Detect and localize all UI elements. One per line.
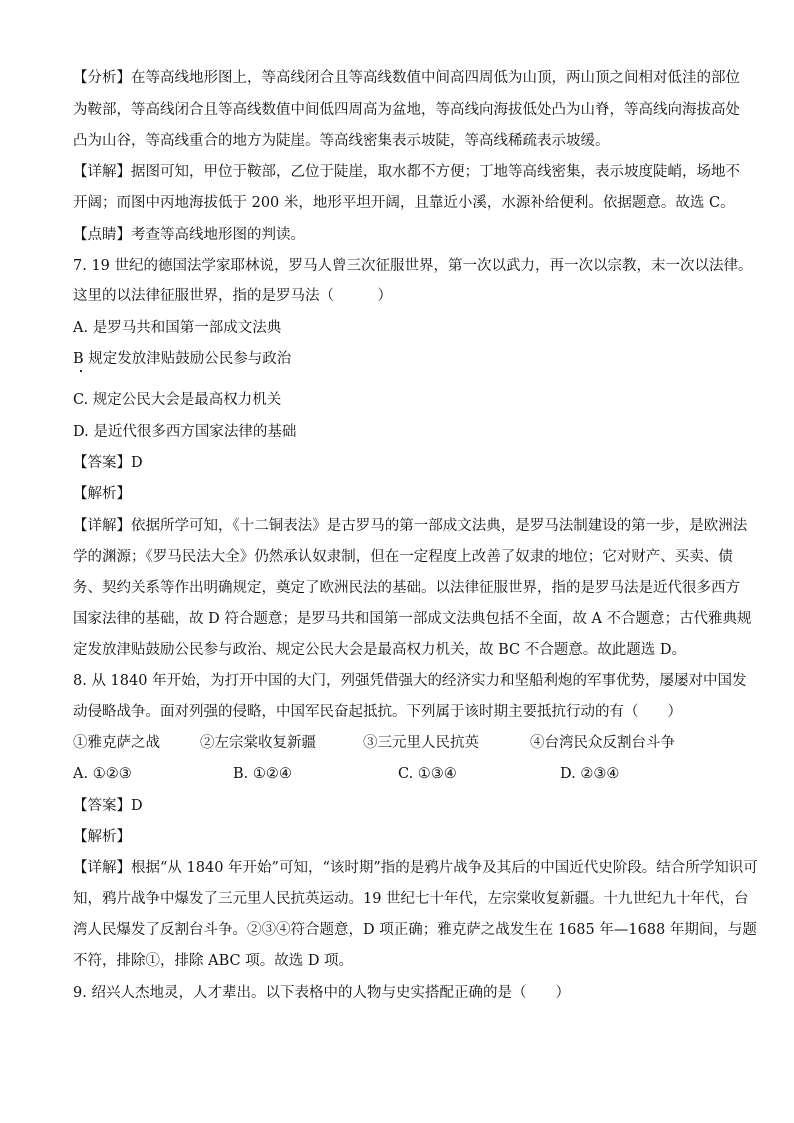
q7-option-a: A. 是罗马共和国第一部成文法典 — [73, 320, 282, 336]
q8-option-c: C. ①③④ — [398, 766, 457, 782]
q7-explanation-line-1: 【详解】依据所学可知，《十二铜表法》是古罗马的第一部成文法典，是罗马法制建设的第一步，是欧洲法 — [73, 518, 748, 534]
stray-dot — [80, 370, 82, 372]
q7-explanation-line-3: 务、契约关系等作出明确规定，奠定了欧洲民法的基础。以法律征服世界，指的是罗马法是近代很多西方 — [73, 580, 740, 596]
analysis-line-1: 【分析】在等高线地形图上，等高线闭合且等高线数值中间高四周低为山顶，两山顶之间相对低洼的部位 — [73, 70, 740, 86]
q8-explanation-line-1: 【详解】根据“从 1840 年开始”可知，“该时期”指的是鸦片战争及其后的中国近代史阶段。结合所学知识可 — [73, 860, 758, 876]
q8-option-a: A. ①②③ — [73, 766, 132, 782]
analysis-line-2: 为鞍部，等高线闭合且等高线数值中间低四周高为盆地，等高线向海拔低处凸为山脊，等高线向海拔高处 — [73, 102, 740, 118]
q6-explanation-line-2: 开阔；而图中丙地海拔低于 200 米，地形平坦开阔，且靠近小溪，水源补给便利。依据题意。故选 C。 — [73, 195, 735, 211]
q8-explanation-line-2: 知，鸦片战争中爆发了三元里人民抗英运动。19 世纪七十年代，左宗棠收复新疆。十九世纪九十年代，台 — [73, 891, 749, 907]
q9-stem: 9. 绍兴人杰地灵，人才辈出。以下表格中的人物与史实搭配正确的是（ ） — [73, 985, 570, 1001]
q8-option-b: B. ①②④ — [233, 766, 292, 782]
q8-answer: 【答案】D — [73, 798, 143, 814]
q7-explanation-line-2: 学的渊源；《罗马民法大全》仍然承认奴隶制，但在一定程度上改善了奴隶的地位；它对财产、买卖、债 — [73, 549, 733, 565]
analysis-line-3: 凸为山谷，等高线重合的地方为陡崖。等高线密集表示坡陡，等高线稀疏表示坡缓。 — [73, 133, 610, 149]
q8-explanation-line-3: 湾人民爆发了反割台斗争。②③④符合题意，D 项正确；雅克萨之战发生在 1685 年—1688 年期间，与题 — [73, 922, 757, 938]
q6-comment: 【点睛】考查等高线地形图的判读。 — [73, 227, 305, 243]
q8-stem-line-1: 8. 从 1840 年开始，为打开中国的大门，列强凭借强大的经济实力和坚船利炮的军事优势，屡屡对中国发 — [73, 673, 747, 689]
q7-option-b: B 规定发放津贴鼓励公民参与政治 — [73, 351, 292, 367]
q6-explanation-line-1: 【详解】据图可知，甲位于鞍部，乙位于陡崖，取水都不方便；丁地等高线密集，表示坡度陡峭，场地不 — [73, 164, 740, 180]
q7-answer: 【答案】D — [73, 455, 143, 471]
q8-analysis-heading: 【解析】 — [73, 829, 131, 845]
q7-explanation-line-4: 国家法律的基础，故 D 符合题意；是罗马共和国第一部成文法典包括不全面，故 A 不合题意；古代雅典规 — [73, 611, 752, 627]
q8-item-3: ③三元里人民抗英 — [363, 735, 479, 751]
q8-option-d: D. ②③④ — [560, 766, 620, 782]
q7-analysis-heading: 【解析】 — [73, 486, 131, 502]
q7-stem-line-1: 7. 19 世纪的德国法学家耶林说，罗马人曾三次征服世界，第一次以武力，再一次以宗教，末一次以法律。 — [73, 258, 753, 274]
q8-item-4: ④台湾民众反割台斗争 — [530, 735, 675, 751]
q7-stem-line-2: 这里的以法律征服世界，指的是罗马法（ ） — [73, 288, 392, 304]
q8-stem-line-2: 动侵略战争。面对列强的侵略，中国军民奋起抵抗。下列属于该时期主要抵抗行动的有（ ） — [73, 704, 682, 720]
q7-option-d: D. 是近代很多西方国家法律的基础 — [73, 424, 297, 440]
q8-item-1: ①雅克萨之战 — [73, 735, 160, 751]
q8-item-2: ②左宗棠收复新疆 — [200, 735, 316, 751]
q7-explanation-line-5: 定发放津贴鼓励公民参与政治、规定公民大会是最高权力机关，故 BC 不合题意。故此题选 D。 — [73, 642, 686, 658]
q8-explanation-line-4: 不符，排除①，排除 ABC 项。故选 D 项。 — [73, 953, 354, 969]
q7-option-c: C. 规定公民大会是最高权力机关 — [73, 392, 282, 408]
